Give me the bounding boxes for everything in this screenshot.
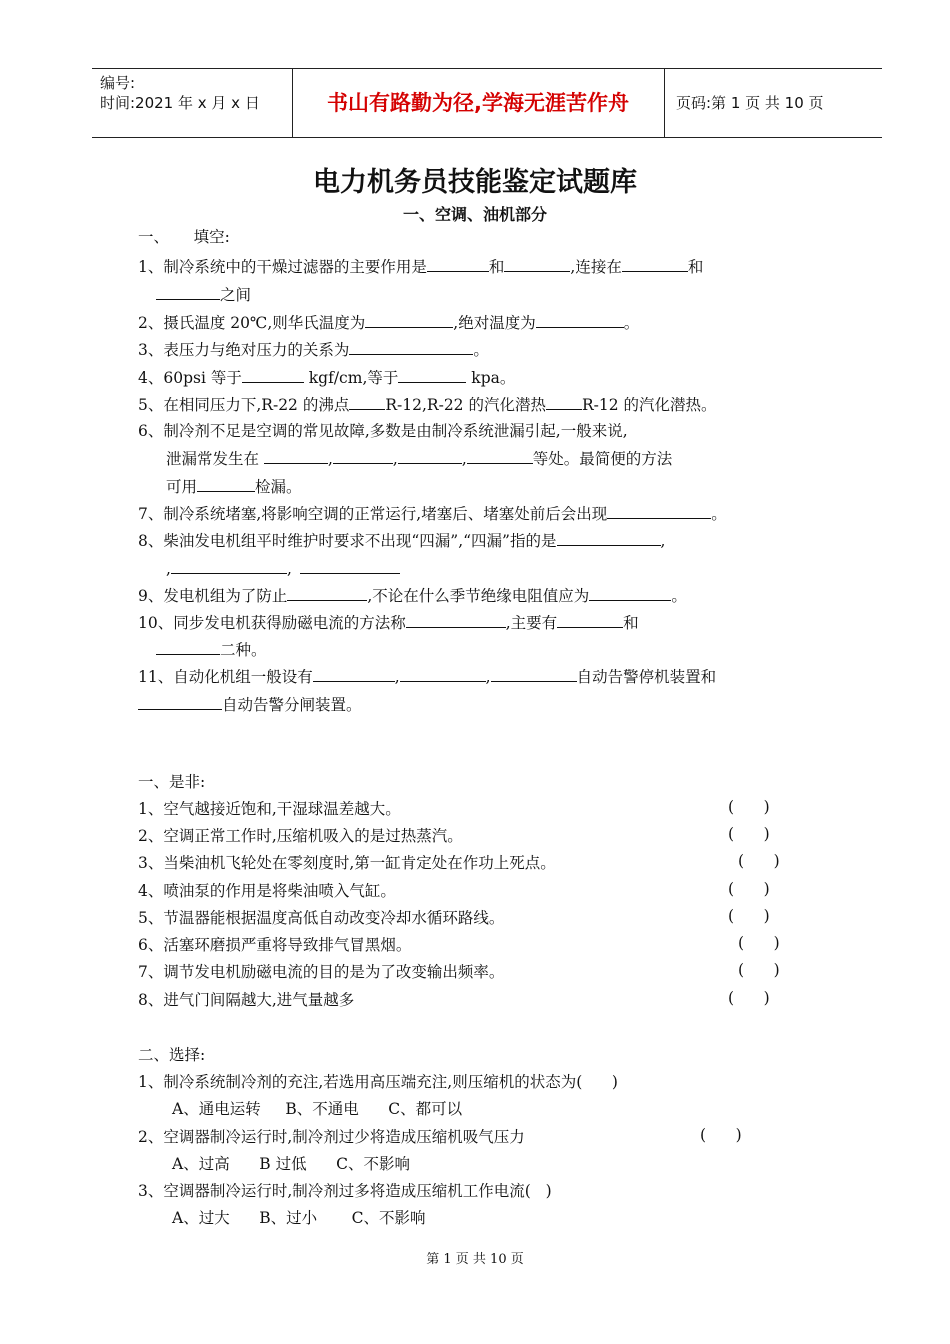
answer-blank[interactable] xyxy=(300,557,400,574)
tf-item: 3、当柴油机飞轮处在零刻度时,第一缸肯定处在作功上死点。 xyxy=(138,854,556,872)
mc-question: 3、空调器制冷运行时,制冷剂过多将造成压缩机工作电流( ) xyxy=(138,1182,552,1200)
answer-blank[interactable] xyxy=(467,447,533,464)
tf-item: 4、喷油泵的作用是将柴油喷入气缸。 xyxy=(138,882,396,900)
answer-blank[interactable] xyxy=(536,311,624,328)
answer-blank[interactable] xyxy=(313,665,395,682)
header-divider xyxy=(664,69,665,137)
question-line: 之间 xyxy=(156,283,251,306)
answer-parentheses[interactable]: ( ) xyxy=(728,989,770,1007)
mc-question: 1、制冷系统制冷剂的充注,若选用高压端充注,则压缩机的状态为( ) xyxy=(138,1073,618,1091)
answer-blank[interactable] xyxy=(171,557,287,574)
answer-blank[interactable] xyxy=(398,447,462,464)
header-motto: 书山有路勤为径,学海无涯苦作舟 xyxy=(327,91,629,115)
answer-blank[interactable] xyxy=(138,693,222,710)
number-label: 编号: xyxy=(100,74,136,92)
answer-blank[interactable] xyxy=(504,255,570,272)
answer-blank[interactable] xyxy=(622,255,688,272)
question-line: 自动告警分闸装置。 xyxy=(138,693,362,716)
question-line: 7、制冷系统堵塞,将影响空调的正常运行,堵塞后、堵塞处前后会出现 。 xyxy=(138,502,727,525)
answer-blank[interactable] xyxy=(156,638,220,655)
question-line: 可用 检漏。 xyxy=(166,475,302,498)
answer-blank[interactable] xyxy=(197,475,255,492)
page-header xyxy=(92,68,882,138)
question-line: 10、同步发电机获得励磁电流的方法称 ,主要有 和 xyxy=(138,611,639,634)
answer-parentheses[interactable]: ( ) xyxy=(738,852,780,870)
header-meta xyxy=(100,73,292,113)
section-subtitle: 一、空调、油机部分 xyxy=(402,205,547,224)
mc-options: A、过高 B 过低 C、不影响 xyxy=(172,1155,410,1173)
question-line: 2、摄氏温度 20℃,则华氏温度为 ,绝对温度为 。 xyxy=(138,311,639,334)
answer-blank[interactable] xyxy=(333,447,393,464)
answer-blank[interactable] xyxy=(427,255,489,272)
fill-heading: 一、 填空: xyxy=(138,228,230,246)
question-line: 6、制冷剂不足是空调的常见故障,多数是由制冷系统泄漏引起,一般来说, xyxy=(138,422,628,440)
answer-blank[interactable] xyxy=(349,338,473,355)
tf-item: 5、节温器能根据温度高低自动改变冷却水循环路线。 xyxy=(138,909,505,927)
answer-parentheses[interactable]: ( ) xyxy=(738,934,780,952)
answer-blank[interactable] xyxy=(546,393,582,410)
tf-item: 7、调节发电机励磁电流的目的是为了改变输出频率。 xyxy=(138,963,505,981)
question-line: 3、表压力与绝对压力的关系为 。 xyxy=(138,338,489,361)
answer-blank[interactable] xyxy=(264,447,328,464)
tf-item: 1、空气越接近饱和,干湿球温差越大。 xyxy=(138,800,401,818)
mc-options: A、过大 B、过小 C、不影响 xyxy=(172,1209,426,1227)
mc-heading: 二、选择: xyxy=(138,1046,206,1064)
answer-parentheses[interactable]: ( ) xyxy=(700,1126,742,1144)
answer-parentheses[interactable]: ( ) xyxy=(728,907,770,925)
page-footer: 第 1 页 共 10 页 xyxy=(426,1252,524,1267)
mc-question: 2、空调器制冷运行时,制冷剂过少将造成压缩机吸气压力 xyxy=(138,1128,525,1146)
answer-blank[interactable] xyxy=(242,366,304,383)
answer-blank[interactable] xyxy=(398,366,466,383)
answer-blank[interactable] xyxy=(406,611,506,628)
mc-options: A、通电运转 B、不通电 C、都可以 xyxy=(172,1100,463,1118)
question-line: 9、发电机组为了防止 ,不论在什么季节绝缘电阻值应为 。 xyxy=(138,584,687,607)
answer-blank[interactable] xyxy=(607,502,711,519)
question-line: 8、柴油发电机组平时维护时要求不出现“四漏”,“四漏”指的是 , xyxy=(138,529,665,552)
answer-blank[interactable] xyxy=(557,529,661,546)
answer-blank[interactable] xyxy=(156,283,220,300)
question-line: 泄漏常发生在 , , , 等处。最简便的方法 xyxy=(166,447,672,470)
document-title: 电力机务员技能鉴定试题库 xyxy=(313,167,637,198)
tf-heading: 一、是非: xyxy=(138,773,206,791)
answer-blank[interactable] xyxy=(400,665,486,682)
tf-item: 8、进气门间隔越大,进气量越多 xyxy=(138,991,355,1009)
answer-parentheses[interactable]: ( ) xyxy=(728,880,770,898)
answer-blank[interactable] xyxy=(287,584,367,601)
answer-parentheses[interactable]: ( ) xyxy=(738,961,780,979)
answer-blank[interactable] xyxy=(349,393,385,410)
answer-parentheses[interactable]: ( ) xyxy=(728,825,770,843)
answer-blank[interactable] xyxy=(557,611,623,628)
answer-blank[interactable] xyxy=(589,584,671,601)
answer-blank[interactable] xyxy=(365,311,453,328)
question-line: 4、60psi 等于 kgf/cm,等于 kpa。 xyxy=(138,366,515,389)
tf-item: 2、空调正常工作时,压缩机吸入的是过热蒸汽。 xyxy=(138,827,463,845)
question-line: 二种。 xyxy=(156,638,267,661)
question-line: 5、在相同压力下,R-22 的沸点 R-12,R-22 的汽化潜热 R-12 的汽化潜热。 xyxy=(138,393,717,416)
header-page-label: 页码:第 1 页 共 10 页 xyxy=(676,94,824,112)
question-line: 1、制冷系统中的干燥过滤器的主要作用是 和 ,连接在 和 xyxy=(138,255,703,278)
question-line: 11、自动化机组一般设有 , , 自动告警停机装置和 xyxy=(138,665,716,688)
time-label: 时间:2021 年 x 月 x 日 xyxy=(100,94,260,112)
answer-parentheses[interactable]: ( ) xyxy=(728,798,770,816)
answer-blank[interactable] xyxy=(491,665,577,682)
question-line: , , xyxy=(166,557,400,580)
tf-item: 6、活塞环磨损严重将导致排气冒黑烟。 xyxy=(138,936,412,954)
